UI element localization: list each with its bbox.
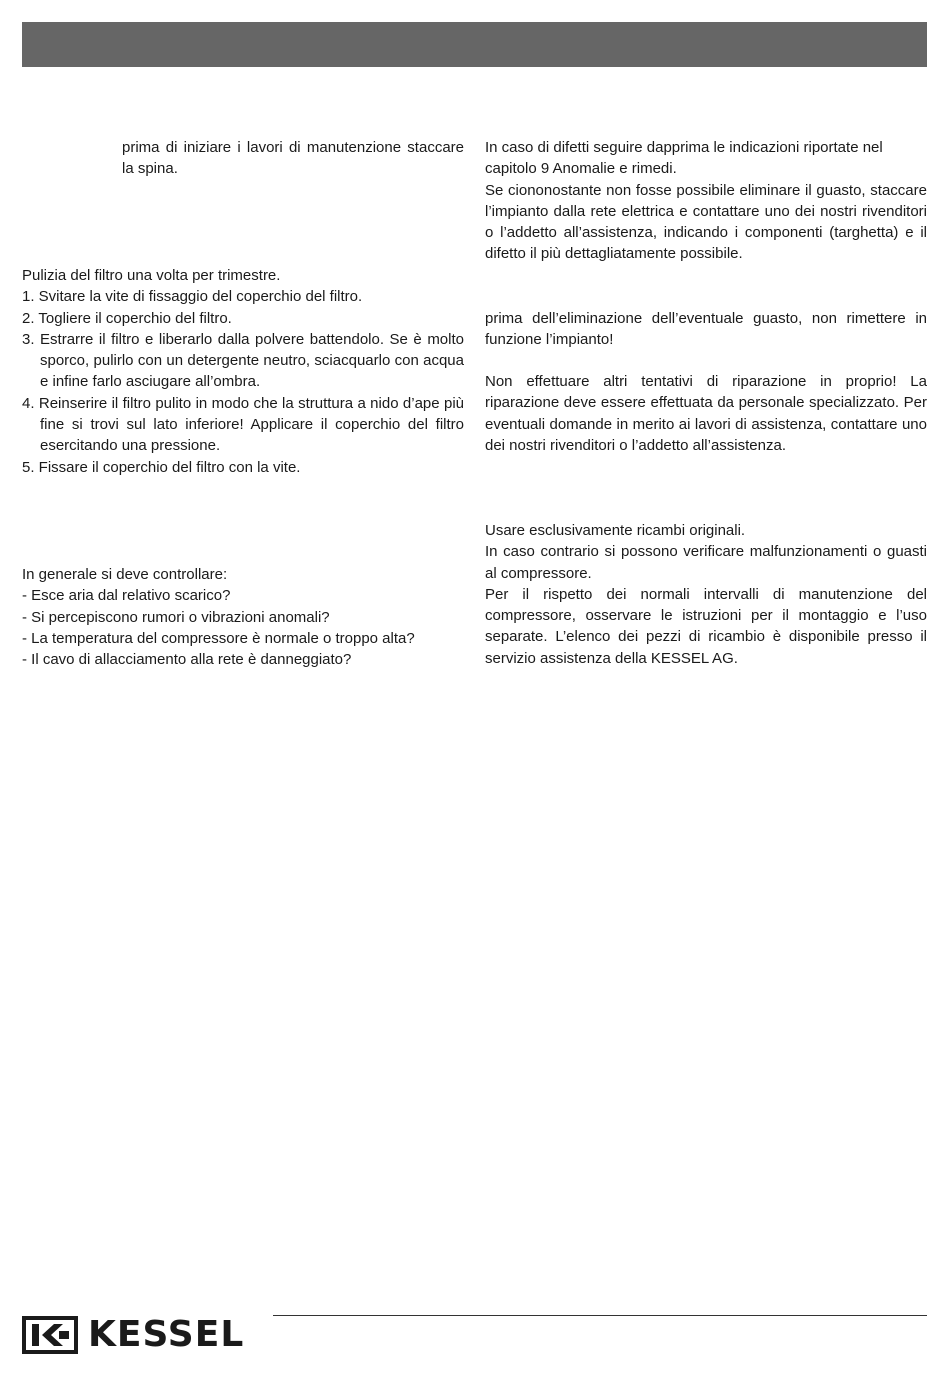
footer-rule [273, 1315, 927, 1316]
check-item-1: - Esce aria dal relativo scarico? [22, 587, 231, 605]
defects-repair-paragraph: Non effettuare altri tentativi di riparazione in proprio! La riparazione deve essere effettuata da personale specializzato. Per eventuali domande in merito ai lavori di assistenza, contattare uno dei nostri rivenditori o l’addetto all’assistenza. [485, 373, 927, 454]
defects-paragraph-2: Se ciononostante non fosse possibile eliminare il guasto, staccare l’impianto dalla rete elettrica e contattare uno dei nostri rivenditori o l’addetto all’assistenza, indicando i componenti (targhetta) e il difetto il più dettagliatamente possibile. [485, 181, 927, 263]
check-item-2: - Si percepiscono rumori o vibrazioni anomali? [22, 608, 330, 626]
header-bar [22, 22, 927, 67]
brand-name: KESSEL [88, 1314, 245, 1355]
spare-parts-section [485, 520, 927, 669]
check-intro: In generale si deve controllare: [22, 566, 228, 583]
check-item-4: - Il cavo di allacciamento alla rete è danneggiato? [22, 651, 352, 669]
defects-section [485, 137, 927, 265]
filter-intro: Pulizia del filtro una volta per trimestre. [22, 267, 281, 284]
check-item-3: - La temperatura del compressore è normale o troppo alta? [22, 629, 415, 647]
kessel-k-logo-icon [22, 1315, 78, 1355]
filter-step-4: 4. Reinserire il filtro pulito in modo che la struttura a nido d’ape più fine si trovi sul lato inferiore! Applicare il coperchio del filtro esercitando una pressione. [22, 394, 464, 455]
kessel-logo [22, 1315, 244, 1355]
spare-parts-paragraph-2: In caso contrario si possono verificare malfunzionamenti o guasti al compressore. [485, 543, 927, 582]
filter-step-5: 5. Fissare il coperchio del filtro con la vite. [22, 458, 301, 476]
filter-cleaning-section [22, 265, 464, 478]
spare-parts-paragraph-1: Usare esclusivamente ricambi originali. [485, 522, 746, 539]
filter-step-2: 2. Togliere il coperchio del filtro. [22, 309, 232, 327]
maintenance-warning-text: prima di iniziare i lavori di manutenzione staccare la spina. [122, 139, 464, 178]
defects-paragraph-1: In caso di difetti seguire dapprima le indicazioni riportate nel capitolo 9 Anomalie e rimedi. [485, 139, 883, 178]
spare-parts-paragraph-3: Per il rispetto dei normali intervalli di manutenzione del compressore, osservare le istruzioni per il montaggio e l’uso separate. L’elenco dei pezzi di ricambio è disponibile presso il servizio assistenza della KESSEL AG. [485, 585, 927, 667]
general-check-section [22, 564, 464, 670]
filter-step-3: 3. Estrarre il filtro e liberarlo dalla polvere battendolo. Se è molto sporco, pulirlo con un detergente neutro, sciacquarlo con acqua e infine farlo asciugare all’ombra. [22, 330, 464, 391]
filter-step-1: 1. Svitare la vite di fissaggio del coperchio del filtro. [22, 288, 363, 306]
defects-warning-paragraph: prima dell’eliminazione dell’eventuale guasto, non rimettere in funzione l’impianto! [485, 310, 927, 349]
